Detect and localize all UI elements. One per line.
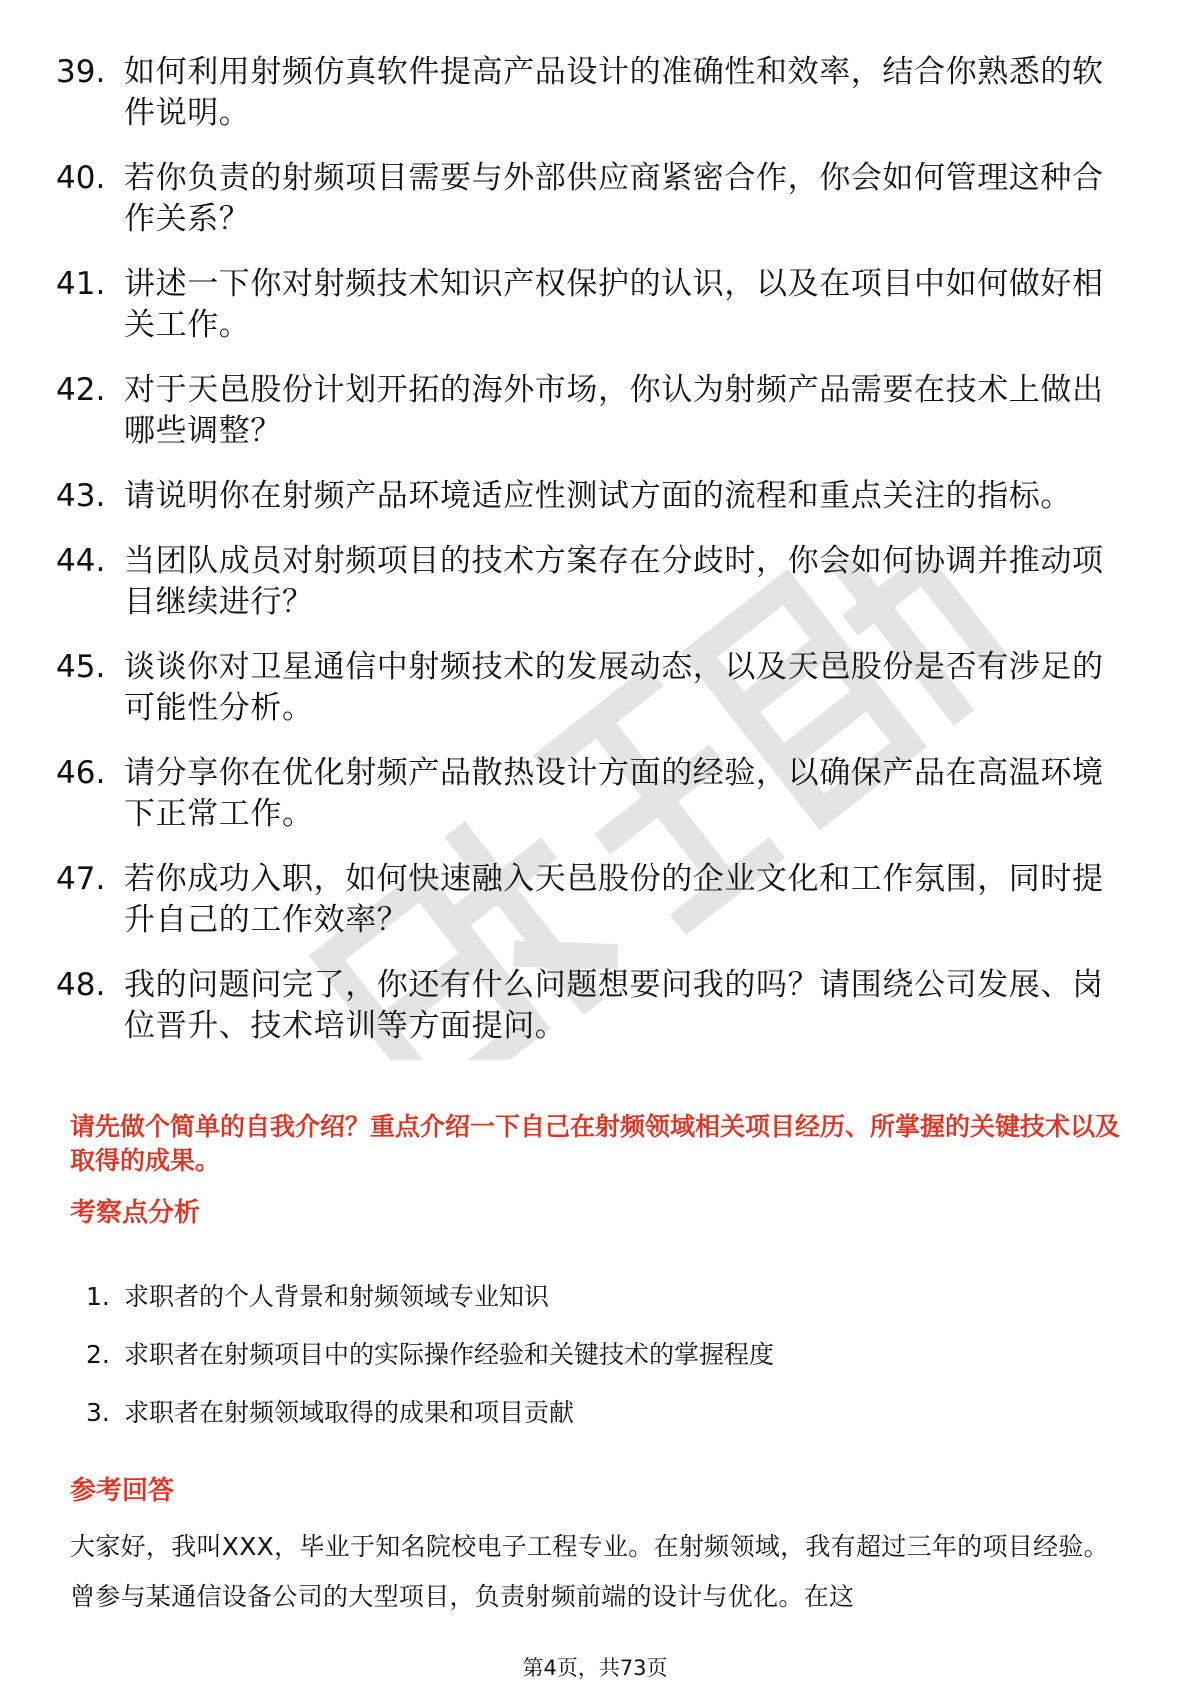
question-text: 对于天邑股份计划开拓的海外市场，你认为射频产品需要在技术上做出哪些调整？	[124, 372, 1104, 449]
analysis-text: 求职者的个人背景和射频领域专业知识	[124, 1282, 550, 1311]
analysis-number: 1.	[86, 1282, 110, 1311]
question-text: 请说明你在射频产品环境适应性测试方面的流程和重点关注的指标。	[124, 478, 1072, 514]
question-text: 我的问题问完了，你还有什么问题想要问我的吗？请围绕公司发展、岗位晋升、技术培训等方面提问。	[124, 967, 1104, 1044]
question-item	[56, 264, 1126, 346]
question-text: 若你成功入职，如何快速融入天邑股份的企业文化和工作氛围，同时提升自己的工作效率？	[124, 861, 1104, 938]
question-number: 46.	[56, 755, 106, 791]
reference-answer: 大家好，我叫XXX，毕业于知名院校电子工程专业。在射频领域，我有超过三年的项目经验。曾参与某通信设备公司的大型项目，负责射频前端的设计与优化。在这	[70, 1532, 1109, 1611]
question-text: 请分享你在优化射频产品散热设计方面的经验，以确保产品在高温环境下正常工作。	[124, 755, 1104, 832]
question-text: 讲述一下你对射频技术知识产权保护的认识，以及在项目中如何做好相关工作。	[124, 266, 1104, 343]
analysis-number: 3.	[86, 1398, 110, 1427]
question-item	[56, 158, 1126, 240]
question-number: 42.	[56, 372, 106, 408]
reference-heading: 参考回答	[70, 1476, 175, 1506]
question-text: 当团队成员对射频项目的技术方案存在分歧时，你会如何协调并推动项目继续进行？	[124, 543, 1104, 620]
question-text: 如何利用射频仿真软件提高产品设计的准确性和效率，结合你熟悉的软件说明。	[124, 54, 1104, 131]
page-footer: 第4页，共73页	[522, 1656, 668, 1680]
question-number: 48.	[56, 967, 106, 1003]
question-number: 41.	[56, 266, 106, 302]
analysis-text: 求职者在射频项目中的实际操作经验和关键技术的掌握程度	[124, 1340, 775, 1369]
question-number: 40.	[56, 160, 106, 196]
analysis-item	[86, 1396, 1126, 1430]
featured-question: 请先做个简单的自我介绍？重点介绍一下自己在射频领域相关项目经历、所掌握的关键技术以及取得的成果。	[70, 1112, 1121, 1175]
analysis-text: 求职者在射频领域取得的成果和项目贡献	[124, 1398, 575, 1427]
analysis-list	[86, 1280, 1126, 1454]
question-number: 44.	[56, 543, 106, 579]
analysis-heading: 考察点分析	[70, 1198, 201, 1228]
question-item	[56, 753, 1126, 835]
analysis-item	[86, 1338, 1126, 1372]
question-number: 43.	[56, 478, 106, 514]
question-item	[56, 52, 1126, 134]
question-number: 39.	[56, 54, 106, 90]
question-text: 谈谈你对卫星通信中射频技术的发展动态，以及天邑股份是否有涉足的可能性分析。	[124, 649, 1104, 726]
question-number: 45.	[56, 649, 106, 685]
question-list	[56, 52, 1126, 1071]
question-item	[56, 859, 1126, 941]
question-item	[56, 370, 1126, 452]
analysis-item	[86, 1280, 1126, 1314]
question-item	[56, 647, 1126, 729]
question-item	[56, 476, 1126, 517]
question-number: 47.	[56, 861, 106, 897]
question-item	[56, 541, 1126, 623]
question-item	[56, 965, 1126, 1047]
analysis-number: 2.	[86, 1340, 110, 1369]
question-text: 若你负责的射频项目需要与外部供应商紧密合作，你会如何管理这种合作关系？	[124, 160, 1104, 237]
